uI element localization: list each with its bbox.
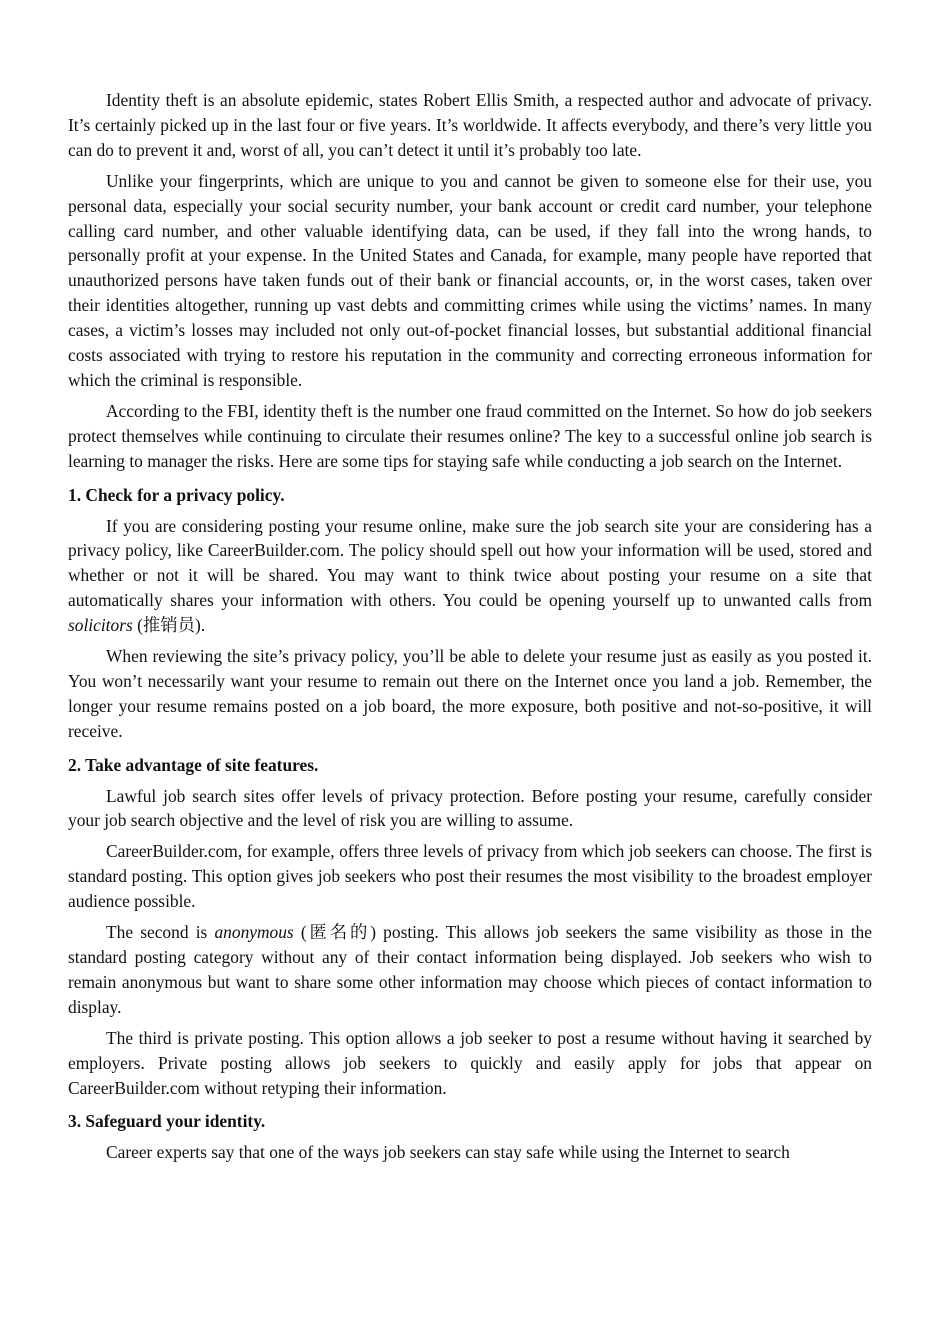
section-1-paragraph-1: If you are considering posting your resume online, make sure the job search site your are considering has a privacy policy, like CareerBuilder.com. The policy should spell out how your information will be used, stored and whether or not it will be shared. You may want to think twice about posting your resume on a site that automatically shares your information with others. You could be opening yourself up to unwanted calls from solicitors (推销员).: [68, 515, 872, 636]
section-heading-1: 1. Check for a privacy policy.: [68, 484, 285, 505]
section-2-paragraph-4: The third is private posting. This option allows a job seeker to post a resume without having it searched by employers. Private posting allows job seekers to quickly and easily apply for jobs that appear on CareerBuilder.com without retyping their information.: [68, 1027, 872, 1098]
section-2-paragraph-2: CareerBuilder.com, for example, offers three levels of privacy from which job seekers can choose. The first is standard posting. This option gives job seekers who post their resumes the most visibility to the broadest employer audience possible.: [68, 841, 872, 912]
intro-paragraph-1: Identity theft is an absolute epidemic, states Robert Ellis Smith, a respected author and advocate of privacy. It’s certainly picked up in the last four or five years. It’s worldwide. It affects everybody, and there’s very little you can do to prevent it and, worst of all, you can’t detect it until it’s probably too late.: [68, 90, 872, 160]
solicitors-term: solicitors: [68, 615, 133, 636]
section-2-paragraph-3: The second is anonymous (匿名的) posting. This allows job seekers the same visibility as those in the standard posting category without any of their contact information being displayed. Job seekers who wish to remain anonymous but want to share some other information may choose which pieces of contact information to display.: [68, 922, 872, 1017]
section-heading-2: 2. Take advantage of site features.: [68, 754, 319, 775]
quote-2: It’s certainly picked up in the last four or five years. It’s worldwide. It affects everybody, and there’s very little you can do to prevent it and, worst of all, you can’t detect it until it’s probably too late.: [68, 114, 872, 160]
document-page: [68, 88, 872, 1171]
intro-paragraph-3: According to the FBI, identity theft is the number one fraud committed on the Internet. So how do job seekers protect themselves while continuing to circulate their resumes online? The key to a successful online job search is learning to manager the risks. Here are some tips for staying safe while conducting a job search on the Internet.: [68, 400, 872, 471]
section-2-paragraph-1: Lawful job search sites offer levels of privacy protection. Before posting your resume, carefully consider your job search objective and the level of risk you are willing to assume.: [68, 785, 872, 831]
intro-paragraph-2: Unlike your fingerprints, which are unique to you and cannot be given to someone else for their use, you personal data, especially your social security number, your bank account or credit card number, your telephone calling card number, and other valuable identifying data, can be used, if they fall into the wrong hands, to personally profit at your expense. In the United States and Canada, for example, many people have reported that unauthorized persons have taken funds out of their bank or financial accounts, or, in the worst cases, taken over their identities altogether, running up vast debts and committing crimes while using the victims’ names. In many cases, a victim’s losses may included not only out-of-pocket financial losses, but substantial additional financial costs associated with trying to restore his reputation in the community and correcting erroneous information for which the criminal is responsible.: [68, 170, 872, 390]
anonymous-term: anonymous: [214, 922, 294, 943]
quote-1: an absolute epidemic,: [220, 90, 374, 110]
section-heading-3: 3. Safeguard your identity.: [68, 1111, 266, 1132]
section-1-paragraph-2: When reviewing the site’s privacy policy, you’ll be able to delete your resume just as easily as you posted it. You won’t necessarily want your resume to remain out there on the Internet once you land a job. Remember, the longer your resume remains posted on a job board, the more exposure, both positive and not-so-positive, it will receive.: [68, 646, 872, 741]
section-3-paragraph-1: Career experts say that one of the ways job seekers can stay safe while using the Internet to search: [106, 1142, 790, 1163]
